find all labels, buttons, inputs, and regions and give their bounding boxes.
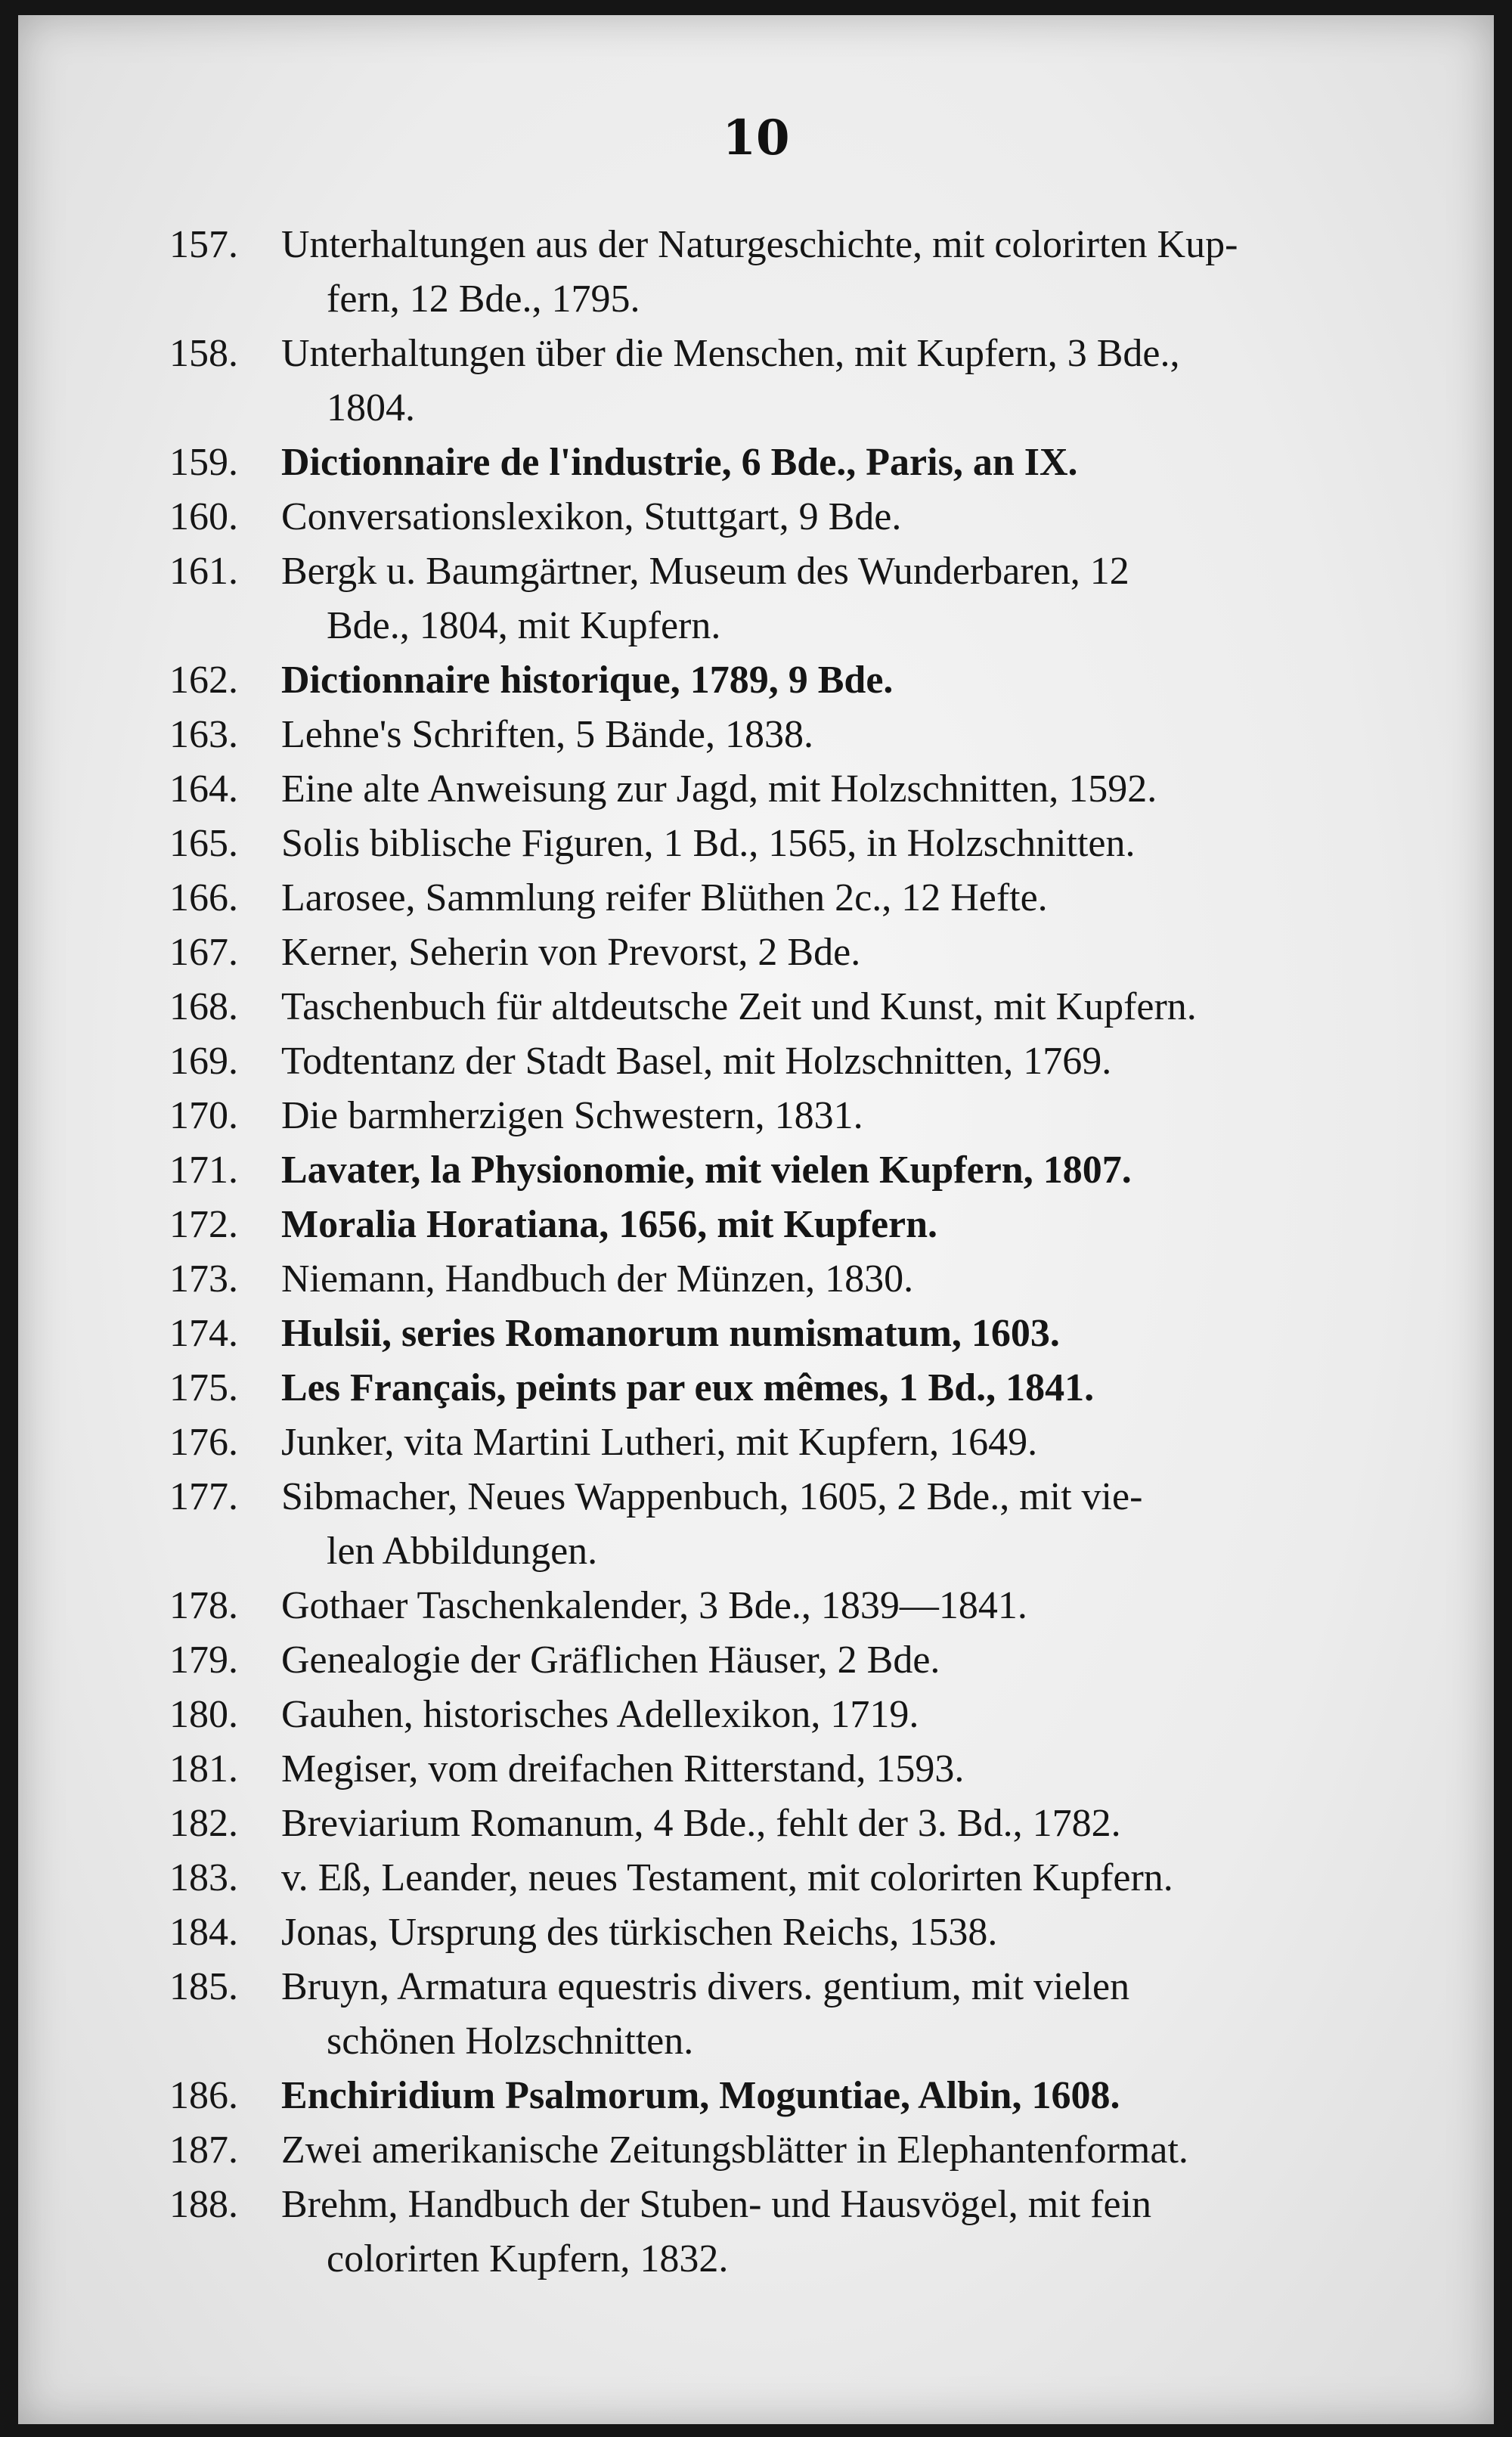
entry-number: 174. — [169, 1312, 238, 1355]
entry-number: 177. — [169, 1475, 238, 1518]
entry-text: Brehm, Handbuch der Stuben- und Hausvögel, mit fein — [281, 2183, 1151, 2226]
entry-text: Dictionnaire de l'industrie, 6 Bde., Paris, an IX. — [281, 441, 1078, 484]
entry-number: 186. — [169, 2074, 238, 2117]
catalog-page — [18, 15, 1494, 2424]
entry-number: 164. — [169, 767, 238, 811]
entry-number: 168. — [169, 985, 238, 1028]
entry-number: 179. — [169, 1639, 238, 1682]
catalog-entry — [169, 980, 1432, 1034]
catalog-entry — [169, 1034, 1432, 1089]
entry-number: 158. — [169, 332, 238, 375]
catalog-entry — [169, 762, 1432, 817]
catalog-entry — [169, 817, 1432, 871]
entry-text: Die barmherzigen Schwestern, 1831. — [281, 1094, 863, 1137]
catalog-entry — [169, 708, 1432, 762]
entry-text: Solis biblische Figuren, 1 Bd., 1565, in Holzschnitten. — [281, 822, 1136, 865]
entry-number: 175. — [169, 1366, 238, 1409]
entry-text: Kerner, Seherin von Prevorst, 2 Bde. — [281, 931, 861, 974]
entry-number: 165. — [169, 822, 238, 865]
catalog-entry — [169, 871, 1432, 926]
entry-text: Les Français, peints par eux mêmes, 1 Bd., 1841. — [281, 1366, 1095, 1409]
entry-text: Moralia Horatiana, 1656, mit Kupfern. — [281, 1203, 938, 1246]
entry-number: 170. — [169, 1094, 238, 1137]
catalog-entry — [169, 1470, 1432, 1579]
entry-text: Bruyn, Armatura equestris divers. gentium, mit vielen — [281, 1965, 1130, 2008]
entry-number: 157. — [169, 223, 238, 266]
entry-text: Zwei amerikanische Zeitungsblätter in Elephantenformat. — [281, 2128, 1188, 2172]
entry-number: 159. — [169, 441, 238, 484]
entry-text: Hulsii, series Romanorum numismatum, 1603. — [281, 1312, 1060, 1355]
entry-number: 160. — [169, 495, 238, 538]
entry-text: Lehne's Schriften, 5 Bände, 1838. — [281, 713, 813, 756]
entry-text: Conversationslexikon, Stuttgart, 9 Bde. — [281, 495, 902, 538]
catalog-entry — [169, 1198, 1432, 1252]
catalog-entry — [169, 436, 1432, 490]
entry-number: 163. — [169, 713, 238, 756]
entry-text-continued: colorirten Kupfern, 1832. — [327, 2237, 729, 2280]
entry-text: Eine alte Anweisung zur Jagd, mit Holzschnitten, 1592. — [281, 767, 1157, 811]
entry-text: v. Eß, Leander, neues Testament, mit colorirten Kupfern. — [281, 1856, 1173, 1899]
entry-number: 183. — [169, 1856, 238, 1899]
entry-number: 188. — [169, 2183, 238, 2226]
entry-text-continued: len Abbildungen. — [327, 1530, 598, 1573]
catalog-entry — [169, 1905, 1432, 1960]
entry-number: 166. — [169, 876, 238, 919]
catalog-entry — [169, 1361, 1432, 1415]
entry-number: 187. — [169, 2128, 238, 2172]
entry-text-continued: Bde., 1804, mit Kupfern. — [327, 604, 721, 647]
catalog-entry — [169, 1960, 1432, 2069]
catalog-entry — [169, 544, 1432, 653]
catalog-entry — [169, 1089, 1432, 1143]
entry-number: 185. — [169, 1965, 238, 2008]
entry-text: Unterhaltungen über die Menschen, mit Kupfern, 3 Bde., — [281, 332, 1180, 375]
entry-text-continued: fern, 12 Bde., 1795. — [327, 277, 640, 321]
catalog-entry — [169, 1252, 1432, 1307]
catalog-entry — [169, 327, 1432, 436]
page-number: 10 — [722, 110, 790, 166]
catalog-entry — [169, 653, 1432, 708]
entry-text: Unterhaltungen aus der Naturgeschichte, mit colorirten Kup- — [281, 223, 1238, 266]
entry-text: Gauhen, historisches Adellexikon, 1719. — [281, 1693, 919, 1736]
entry-text: Bergk u. Baumgärtner, Museum des Wunderbaren, 12 — [281, 550, 1129, 593]
entry-number: 182. — [169, 1802, 238, 1845]
entry-number: 180. — [169, 1693, 238, 1736]
entry-number: 178. — [169, 1584, 238, 1627]
catalog-entry-list — [169, 218, 1432, 2287]
entry-number: 162. — [169, 659, 238, 702]
entry-text: Jonas, Ursprung des türkischen Reichs, 1538. — [281, 1911, 998, 1954]
entry-text: Sibmacher, Neues Wappenbuch, 1605, 2 Bde., mit vie- — [281, 1475, 1143, 1518]
entry-text: Genealogie der Gräflichen Häuser, 2 Bde. — [281, 1639, 940, 1682]
entry-text: Gothaer Taschenkalender, 3 Bde., 1839—1841. — [281, 1584, 1027, 1627]
catalog-entry — [169, 1579, 1432, 1633]
entry-text: Taschenbuch für altdeutsche Zeit und Kunst, mit Kupfern. — [281, 985, 1197, 1028]
entry-text: Junker, vita Martini Lutheri, mit Kupfern, 1649. — [281, 1421, 1038, 1464]
entry-text: Lavater, la Physionomie, mit vielen Kupfern, 1807. — [281, 1149, 1132, 1192]
catalog-entry — [169, 1307, 1432, 1361]
entry-number: 181. — [169, 1747, 238, 1791]
entry-number: 173. — [169, 1257, 238, 1301]
catalog-entry — [169, 2069, 1432, 2123]
catalog-entry — [169, 926, 1432, 980]
catalog-entry — [169, 1797, 1432, 1851]
catalog-entry — [169, 218, 1432, 327]
catalog-entry — [169, 1633, 1432, 1688]
entry-text-continued: 1804. — [327, 386, 415, 429]
catalog-entry — [169, 1415, 1432, 1470]
entry-number: 172. — [169, 1203, 238, 1246]
entry-number: 176. — [169, 1421, 238, 1464]
entry-number: 171. — [169, 1149, 238, 1192]
entry-number: 167. — [169, 931, 238, 974]
catalog-entry — [169, 1143, 1432, 1198]
catalog-entry — [169, 490, 1432, 544]
entry-text: Dictionnaire historique, 1789, 9 Bde. — [281, 659, 894, 702]
catalog-entry — [169, 2178, 1432, 2287]
catalog-entry — [169, 1742, 1432, 1797]
entry-number: 169. — [169, 1040, 238, 1083]
entry-number: 161. — [169, 550, 238, 593]
entry-text: Megiser, vom dreifachen Ritterstand, 1593. — [281, 1747, 965, 1791]
entry-text: Enchiridium Psalmorum, Moguntiae, Albin, 1608. — [281, 2074, 1120, 2117]
catalog-entry — [169, 2123, 1432, 2178]
entry-text: Todtentanz der Stadt Basel, mit Holzschnitten, 1769. — [281, 1040, 1112, 1083]
entry-text-continued: schönen Holzschnitten. — [327, 2020, 694, 2063]
catalog-entry — [169, 1688, 1432, 1742]
catalog-entry — [169, 1851, 1432, 1905]
entry-text: Larosee, Sammlung reifer Blüthen 2c., 12 Hefte. — [281, 876, 1048, 919]
entry-text: Breviarium Romanum, 4 Bde., fehlt der 3. Bd., 1782. — [281, 1802, 1121, 1845]
entry-number: 184. — [169, 1911, 238, 1954]
entry-text: Niemann, Handbuch der Münzen, 1830. — [281, 1257, 914, 1301]
